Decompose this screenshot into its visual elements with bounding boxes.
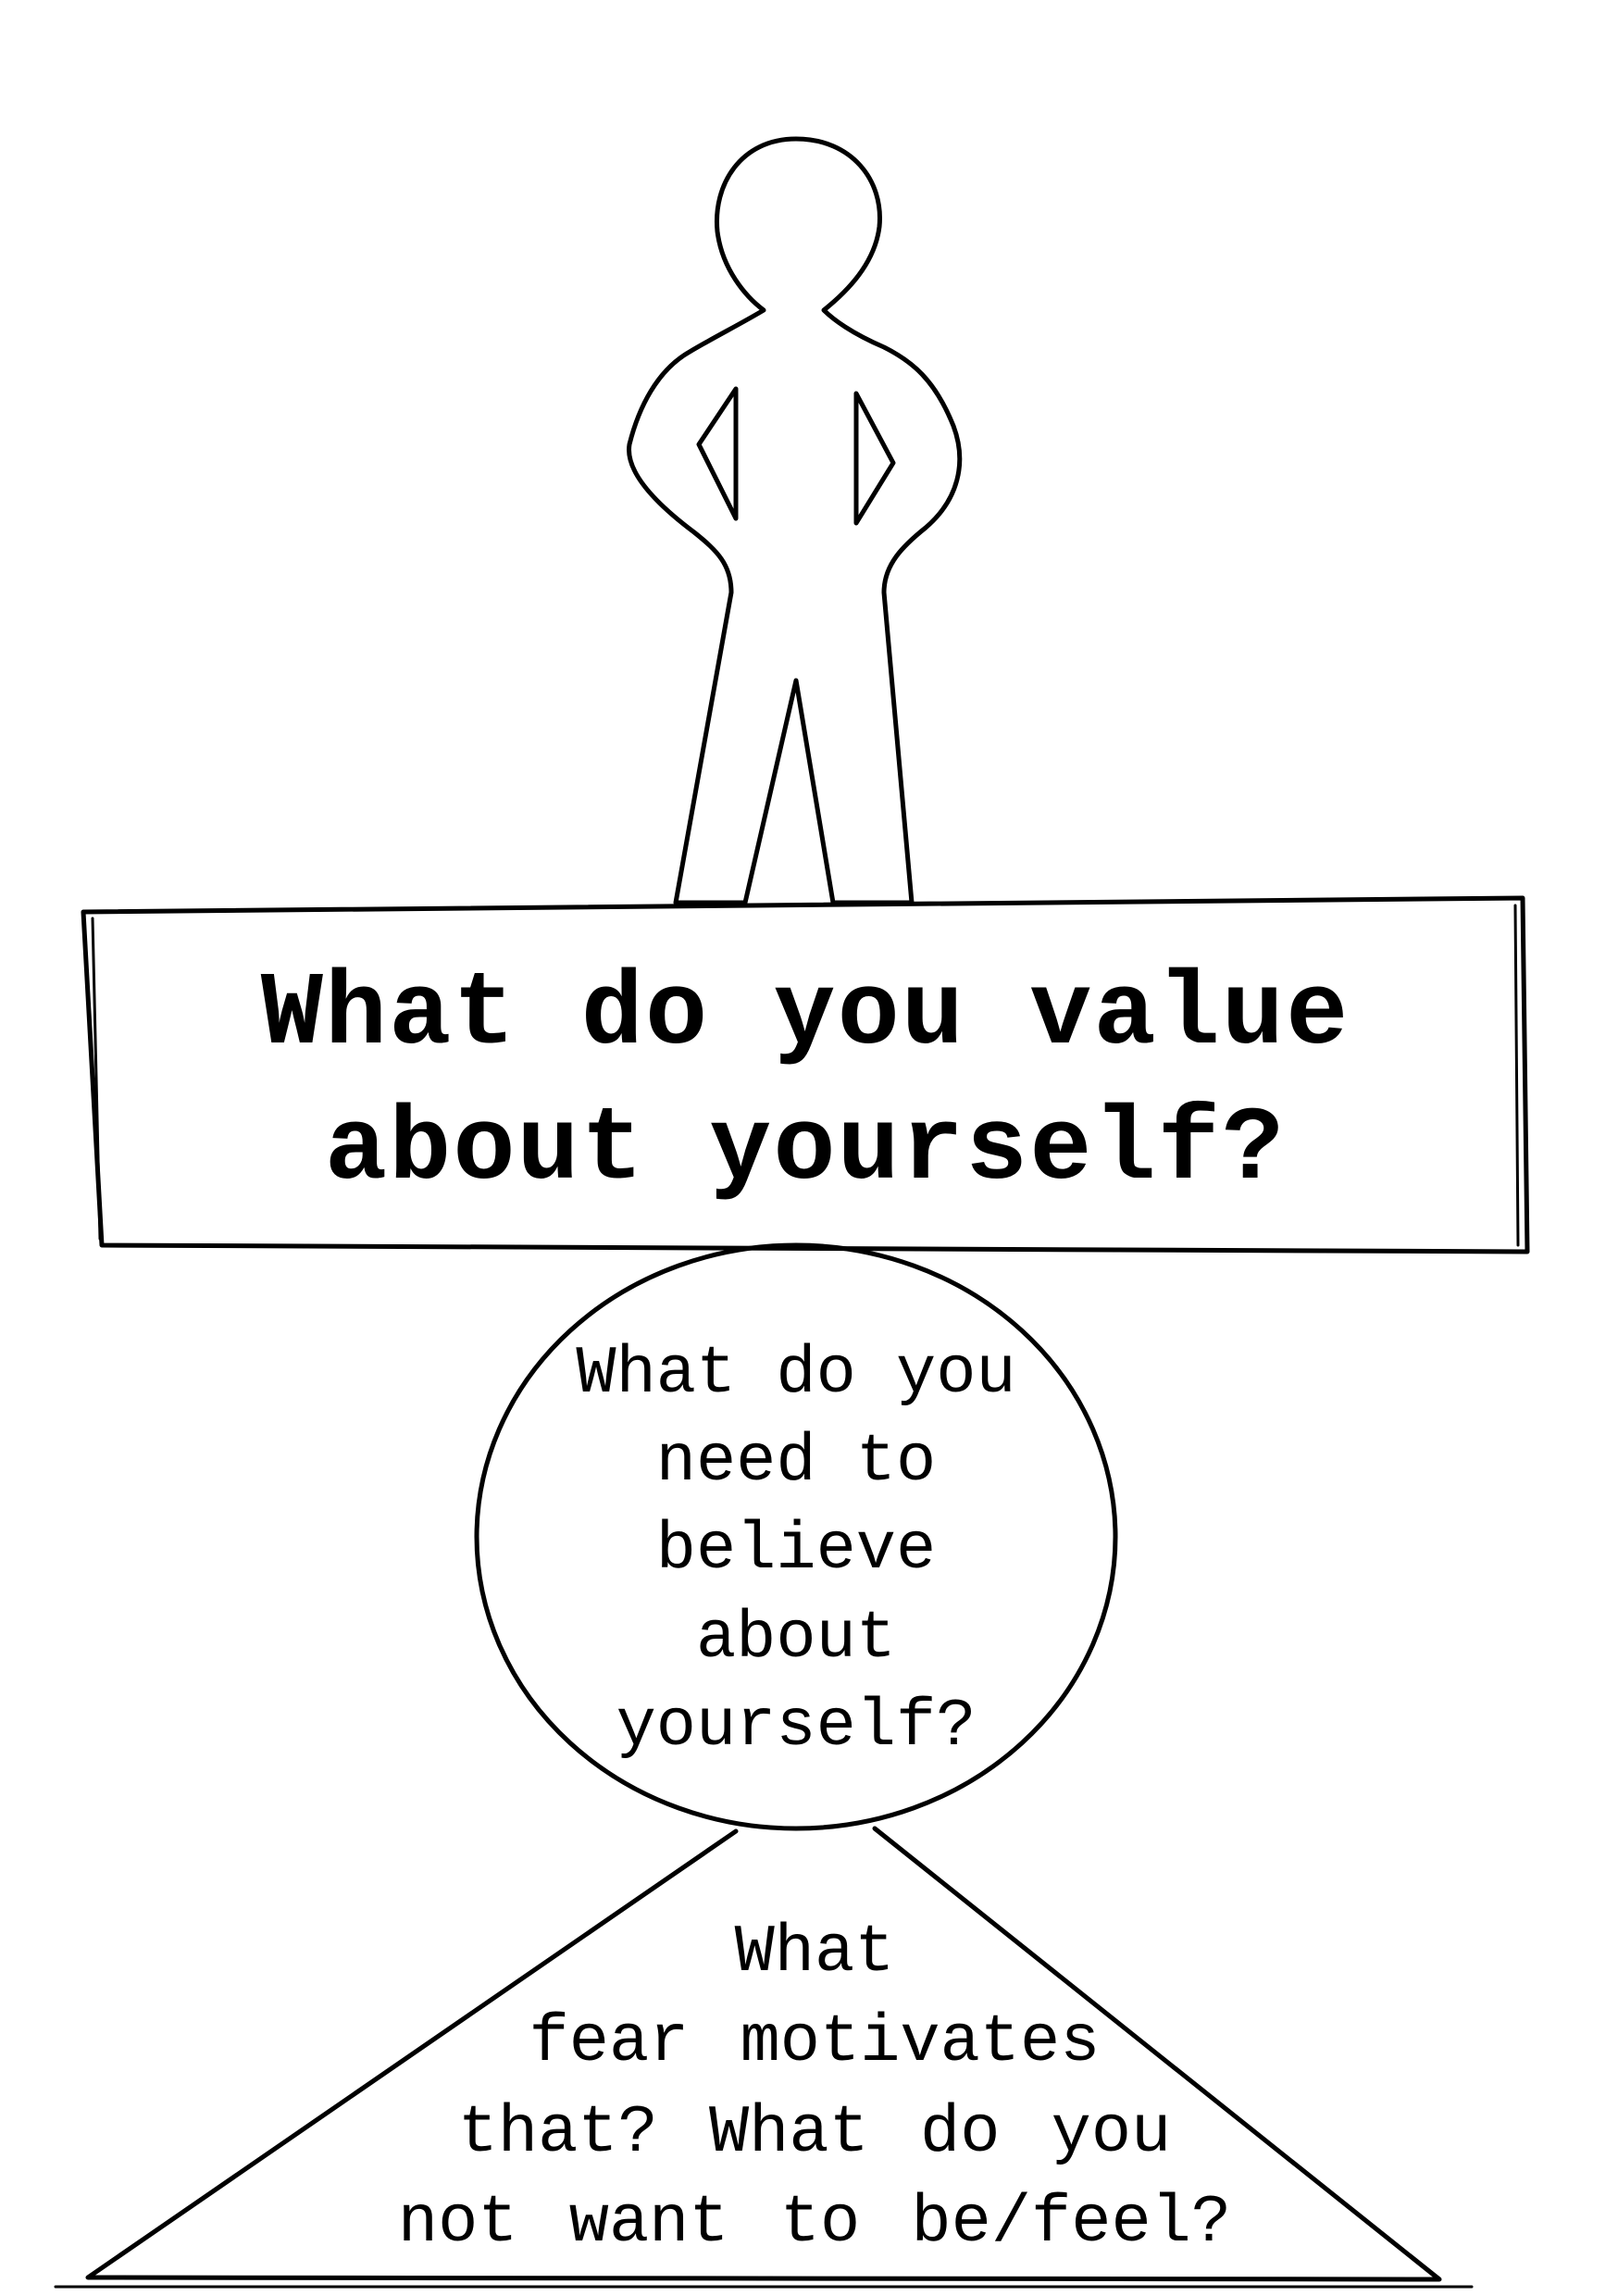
fear-question: [167, 1852, 1462, 2268]
person-left-arm-gap: [699, 389, 736, 518]
person-right-arm-gap: [856, 393, 893, 523]
value-question: [93, 926, 1518, 1241]
belief-question: [518, 1310, 1074, 1791]
value-question-text: What do you value about yourself?: [260, 956, 1350, 1209]
fear-question-text: What fear motivates that? What do you not want to be/feel?: [397, 1915, 1232, 2261]
person-figure: [629, 139, 960, 903]
belief-question-text: What do you need to believe about yourself?: [576, 1336, 1016, 1765]
person-outline: [629, 139, 960, 903]
